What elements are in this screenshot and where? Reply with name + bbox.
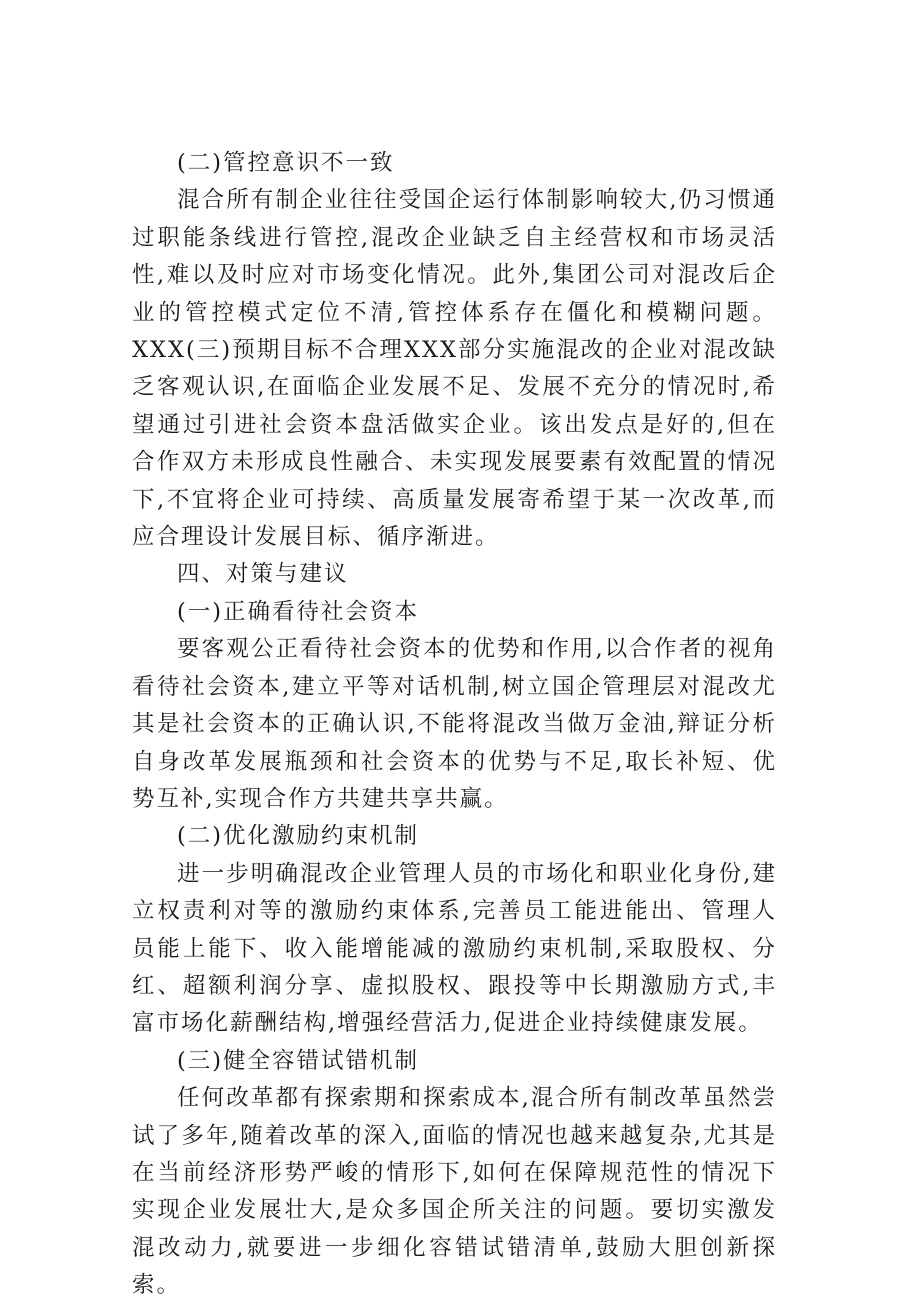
section-heading-social-capital: (一)正确看待社会资本 (177, 598, 420, 625)
document-body (132, 145, 777, 1305)
section-heading-countermeasures: 四、对策与建议 (177, 561, 349, 588)
paragraph-incentive: 进一步明确混改企业管理人员的市场化和职业化身份,建立权责利对等的激励约束体系,完善员工能进能出、管理人员能上能下、收入能增能减的激励约束机制,采取股权、分红、超额利润分享、虚拟股权、跟投等中长期激励方式,丰富市场化薪酬结构,增强经营活力,促进企业持续健康发展。 (132, 860, 777, 1037)
section-heading-control-awareness: (二)管控意识不一致 (177, 150, 395, 176)
paragraph-control-awareness: 混合所有制企业往往受国企运行体制影响较大,仍习惯通过职能条线进行管控,混改企业缺乏自主经营权和市场灵活性,难以及时应对市场变化情况。此外,集团公司对混改后企业的管控模式定位不清,管控体系存在僵化和模糊问题。XXX(三)预期目标不合理XXX部分实施混改的企业对混改缺乏客观认识,在面临企业发展不足、发展不充分的情况时,希望通过引进社会资本盘活做实企业。该出发点是好的,但在合作双方未形成良性融合、未实现发展要素有效配置的情况下,不宜将企业可持续、高质量发展寄希望于某一次改革,而应合理设计发展目标、循序渐进。 (132, 187, 777, 551)
paragraph-fault-tolerance: 任何改革都有探索期和探索成本,混合所有制改革虽然尝试了多年,随着改革的深入,面临的情况也越来越复杂,尤其是在当前经济形势严峻的情形下,如何在保障规范性的情况下实现企业发展壮大,是众多国企所关注的问题。要切实激发混改动力,就要进一步细化容错试错清单,鼓励大胆创新探索。 (132, 1085, 777, 1299)
paragraph-social-capital: 要客观公正看待社会资本的优势和作用,以合作者的视角看待社会资本,建立平等对话机制,树立国企管理层对混改尤其是社会资本的正确认识,不能将混改当做万金油,辩证分析自身改革发展瓶颈和社会资本的优势与不足,取长补短、优势互补,实现合作方共建共享共赢。 (132, 636, 777, 812)
section-heading-incentive: (二)优化激励约束机制 (177, 823, 420, 850)
section-heading-fault-tolerance: (三)健全容错试错机制 (177, 1047, 420, 1074)
